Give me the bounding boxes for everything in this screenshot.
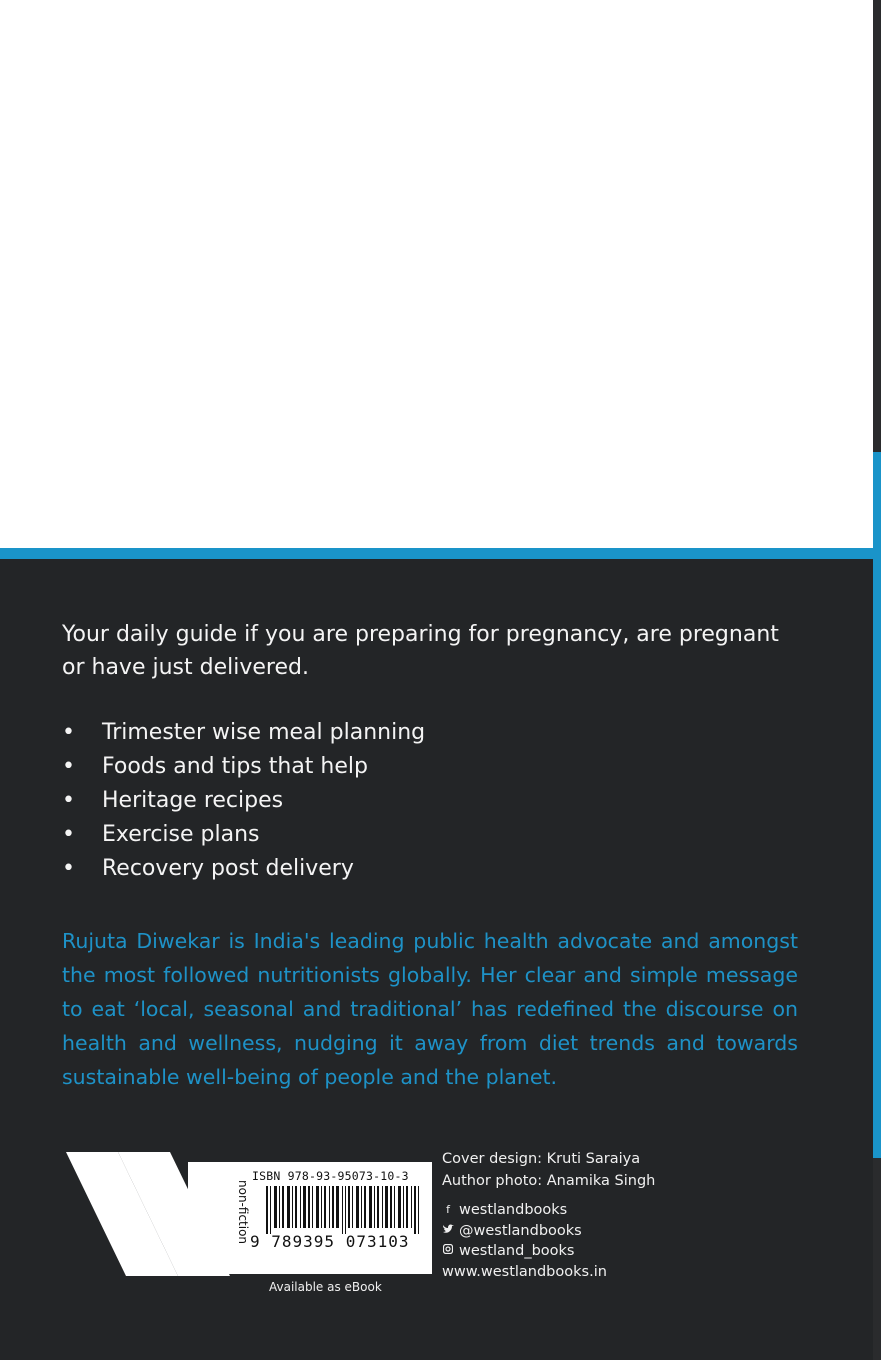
barcode-icon (266, 1186, 426, 1234)
spine-accent-stripe (873, 452, 881, 1158)
instagram-link[interactable]: westland_books (442, 1241, 607, 1262)
barcode-number: 9 789395 073103 (250, 1232, 410, 1251)
ebook-note: Available as eBook (269, 1280, 382, 1294)
author-photo-credit: Author photo: Anamika Singh (442, 1173, 656, 1189)
list-item: • Trimester wise meal planning (62, 716, 798, 750)
list-item: • Foods and tips that help (62, 750, 798, 784)
intro-text: Your daily guide if you are preparing for pregnancy, are pregnant or have just delivered. (62, 622, 779, 680)
bullet-icon: • (62, 720, 75, 745)
isbn-label: ISBN 978-93-95073-10-3 (252, 1169, 409, 1183)
genre-label: non-fiction (236, 1180, 250, 1245)
twitter-icon (442, 1221, 454, 1242)
back-cover-text (62, 618, 798, 1094)
website-link[interactable]: www.westlandbooks.in (442, 1263, 607, 1280)
list-item: • Heritage recipes (62, 784, 798, 818)
feature-list (62, 716, 798, 886)
credits (442, 1148, 655, 1192)
author-bio: Rujuta Diwekar is India's leading public health advocate and amongst the most followed nutritionists globally. Her clear and simple message to eat ‘local, seasonal and traditional’ has redefined the discourse on health and wellness, nudging it away from diet trends and towards sustainable well-being of people and the planet. (62, 929, 798, 1089)
bullet-icon: • (62, 788, 75, 813)
bullet-icon: • (62, 822, 75, 847)
bullet-icon: • (62, 856, 75, 881)
cover-blank-area (0, 0, 873, 548)
list-item: • Recovery post delivery (62, 852, 798, 886)
social-links (442, 1200, 607, 1282)
bullet-icon: • (62, 754, 75, 779)
twitter-link[interactable]: @westlandbooks (442, 1221, 607, 1242)
facebook-link[interactable]: f westlandbooks (442, 1200, 607, 1221)
list-item: • Exercise plans (62, 818, 798, 852)
facebook-icon: f (446, 1203, 450, 1216)
instagram-icon (442, 1241, 454, 1262)
cover-design-credit: Cover design: Kruti Saraiya (442, 1151, 641, 1167)
accent-band (0, 548, 873, 559)
